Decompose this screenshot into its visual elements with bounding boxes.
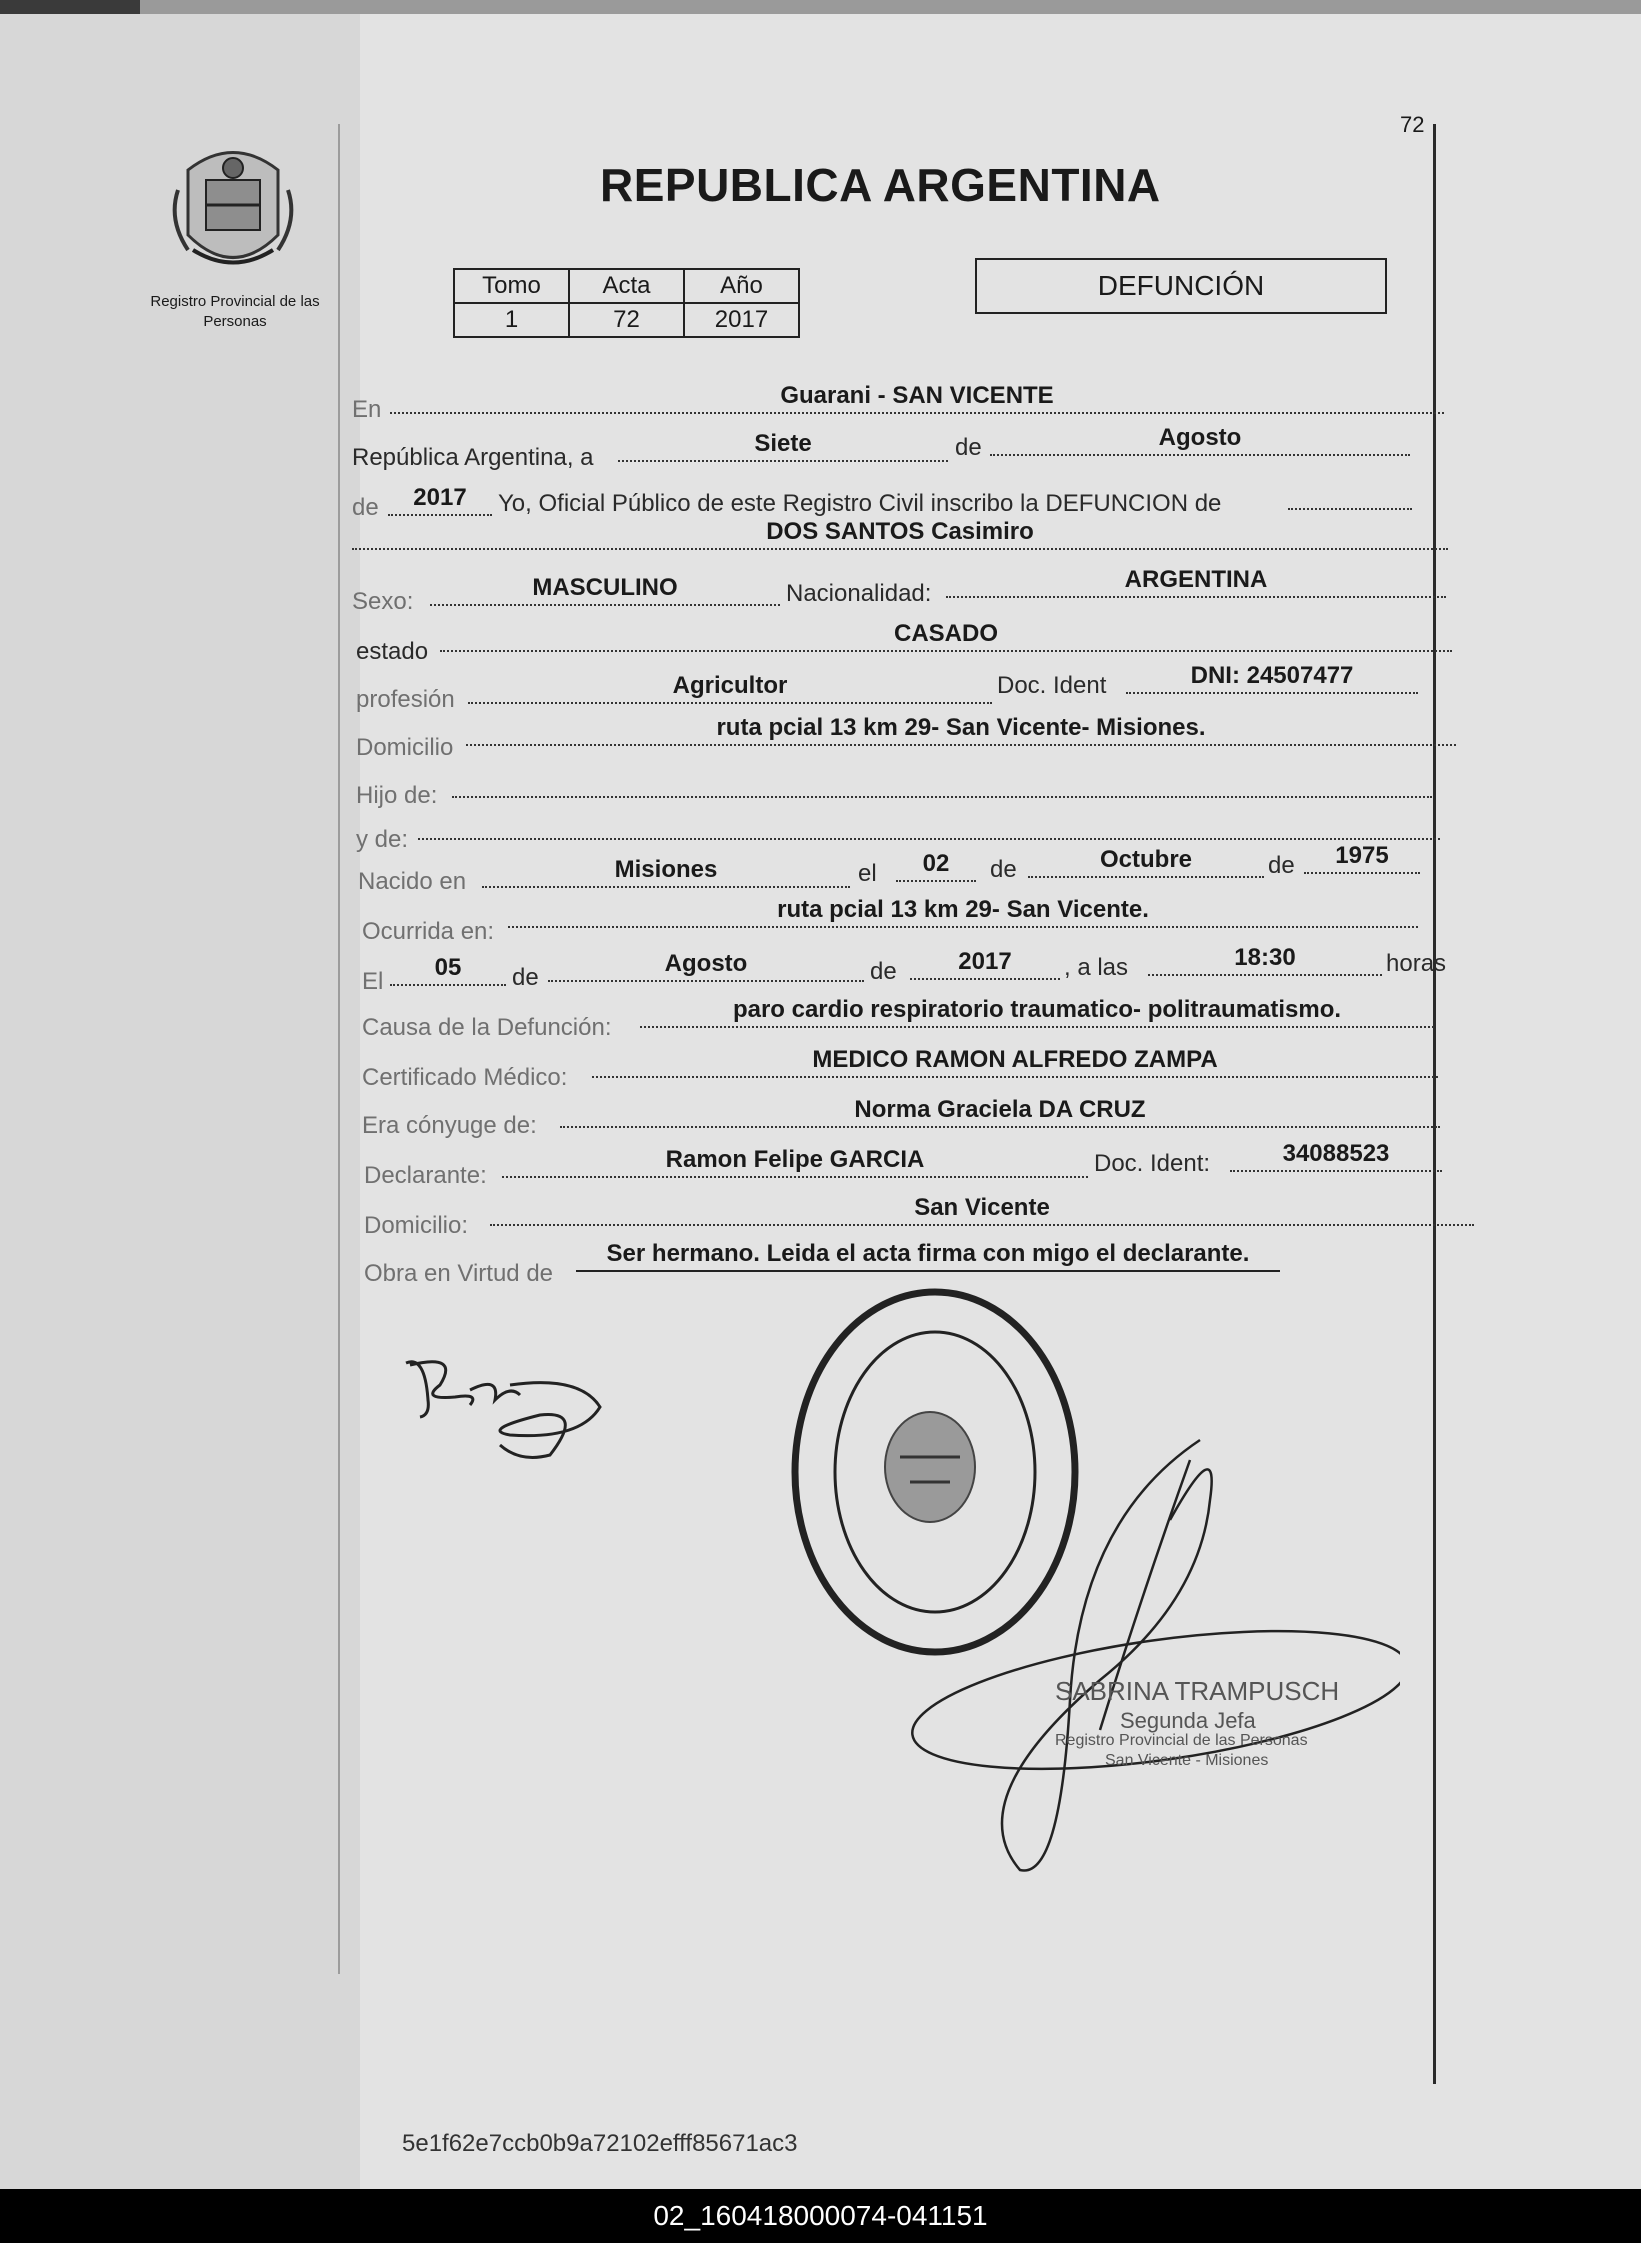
field-nac-anio: 1975 bbox=[1304, 842, 1420, 874]
label-certificado: Certificado Médico: bbox=[362, 1064, 568, 1091]
field-nac-dia: 02 bbox=[896, 850, 976, 882]
document-hash: 5e1f62e7ccb0b9a72102efff85671ac3 bbox=[402, 2130, 798, 2157]
field-doc-ident: DNI: 24507477 bbox=[1126, 662, 1418, 694]
left-rule bbox=[338, 124, 340, 1974]
field-causa: paro cardio respiratorio traumatico- politraumatismo. bbox=[640, 996, 1434, 1028]
label-doc-ident-2: Doc. Ident: bbox=[1094, 1150, 1211, 1177]
label-en: En bbox=[352, 396, 382, 423]
field-anio: 2017 bbox=[388, 484, 492, 516]
label-de-2: de bbox=[352, 494, 379, 521]
label-de-6: de bbox=[870, 958, 897, 985]
page-title: REPUBLICA ARGENTINA bbox=[600, 159, 1161, 211]
logo-caption: Registro Provincial de las Personas bbox=[150, 293, 320, 330]
field-nacido-en: Misiones bbox=[482, 856, 850, 888]
field-sexo: MASCULINO bbox=[430, 574, 780, 606]
label-domicilio-2: Domicilio: bbox=[364, 1212, 469, 1239]
reference-table-values bbox=[454, 303, 799, 337]
field-estado: CASADO bbox=[440, 620, 1452, 652]
ref-header-anio: Año bbox=[684, 269, 799, 303]
label-de-4: de bbox=[1268, 852, 1295, 879]
label-y-de: y de: bbox=[356, 826, 409, 853]
field-declarante-domicilio: San Vicente bbox=[490, 1194, 1474, 1226]
declarant-signature-icon bbox=[400, 1345, 610, 1465]
ref-value-acta: 72 bbox=[569, 303, 684, 337]
ref-header-acta: Acta bbox=[569, 269, 684, 303]
left-margin bbox=[0, 14, 360, 2189]
ref-value-tomo: 1 bbox=[454, 303, 569, 337]
label-de-3: de bbox=[990, 856, 1017, 883]
page-number: 72 bbox=[1400, 112, 1425, 137]
field-conyuge: Norma Graciela DA CRUZ bbox=[560, 1096, 1440, 1128]
label-a-las: , a las bbox=[1064, 954, 1129, 981]
field-def-dia: 05 bbox=[390, 954, 506, 986]
label-sexo: Sexo: bbox=[352, 588, 414, 615]
official-name: SABRINA TRAMPUSCH bbox=[1055, 1676, 1340, 1706]
ref-value-anio: 2017 bbox=[684, 303, 799, 337]
field-domicilio: ruta pcial 13 km 29- San Vicente- Misiones. bbox=[466, 714, 1456, 746]
field-declarante-doc: 34088523 bbox=[1230, 1140, 1442, 1172]
label-el-2: El bbox=[362, 968, 384, 995]
field-declarante: Ramon Felipe GARCIA bbox=[502, 1146, 1088, 1178]
label-obra: Obra en Virtud de bbox=[364, 1260, 554, 1287]
field-ocurrida-en: ruta pcial 13 km 29- San Vicente. bbox=[508, 896, 1418, 928]
label-domicilio: Domicilio bbox=[356, 734, 454, 761]
label-estado: estado bbox=[356, 638, 429, 665]
reference-table-header bbox=[454, 269, 799, 303]
label-horas: horas bbox=[1386, 950, 1447, 977]
reference-table bbox=[453, 268, 800, 338]
label-republica: República Argentina, a bbox=[352, 444, 594, 471]
field-nacionalidad: ARGENTINA bbox=[946, 566, 1446, 598]
field-obra: Ser hermano. Leida el acta firma con migo el declarante. bbox=[576, 1240, 1280, 1272]
field-mes: Agosto bbox=[990, 424, 1410, 456]
official-location: San Vicente - Misiones bbox=[1105, 1752, 1269, 1769]
field-defuncion-blank bbox=[1288, 478, 1412, 510]
official-role: Segunda Jefa bbox=[1120, 1708, 1256, 1733]
label-declarante: Declarante: bbox=[364, 1162, 487, 1189]
label-profesion: profesión bbox=[356, 686, 455, 713]
field-def-mes: Agosto bbox=[548, 950, 864, 982]
field-def-hora: 18:30 bbox=[1148, 944, 1382, 976]
official-org: Registro Provincial de las Personas bbox=[1055, 1732, 1308, 1749]
field-def-anio: 2017 bbox=[910, 948, 1060, 980]
label-hijo-de: Hijo de: bbox=[356, 782, 438, 809]
label-de-5: de bbox=[512, 964, 539, 991]
field-lugar: Guarani - SAN VICENTE bbox=[390, 382, 1444, 414]
field-hijo-de bbox=[452, 766, 1432, 798]
field-certificado: MEDICO RAMON ALFREDO ZAMPA bbox=[592, 1046, 1438, 1078]
field-nac-mes: Octubre bbox=[1028, 846, 1264, 878]
label-doc-ident: Doc. Ident bbox=[997, 672, 1107, 699]
field-dia-letras: Siete bbox=[618, 430, 948, 462]
label-ocurrida-en: Ocurrida en: bbox=[362, 918, 495, 945]
misiones-crest-icon bbox=[168, 140, 298, 280]
label-conyuge: Era cónyuge de: bbox=[362, 1112, 537, 1139]
field-nombre: DOS SANTOS Casimiro bbox=[352, 518, 1448, 550]
label-nacionalidad: Nacionalidad: bbox=[786, 580, 932, 607]
label-yo: Yo, Oficial Público de este Registro Civil inscribo la DEFUNCION de bbox=[498, 490, 1222, 517]
label-de-1: de bbox=[955, 434, 982, 461]
label-el: el bbox=[858, 860, 877, 887]
field-profesion: Agricultor bbox=[468, 672, 992, 704]
label-nacido-en: Nacido en bbox=[358, 868, 467, 895]
file-id-bar: 02_160418000074-041151 bbox=[0, 2189, 1641, 2243]
official-signature-icon bbox=[900, 1400, 1400, 1900]
label-causa: Causa de la Defunción: bbox=[362, 1014, 612, 1041]
ref-header-tomo: Tomo bbox=[454, 269, 569, 303]
field-y-de bbox=[418, 808, 1440, 840]
record-type-box: DEFUNCIÓN bbox=[975, 258, 1387, 314]
